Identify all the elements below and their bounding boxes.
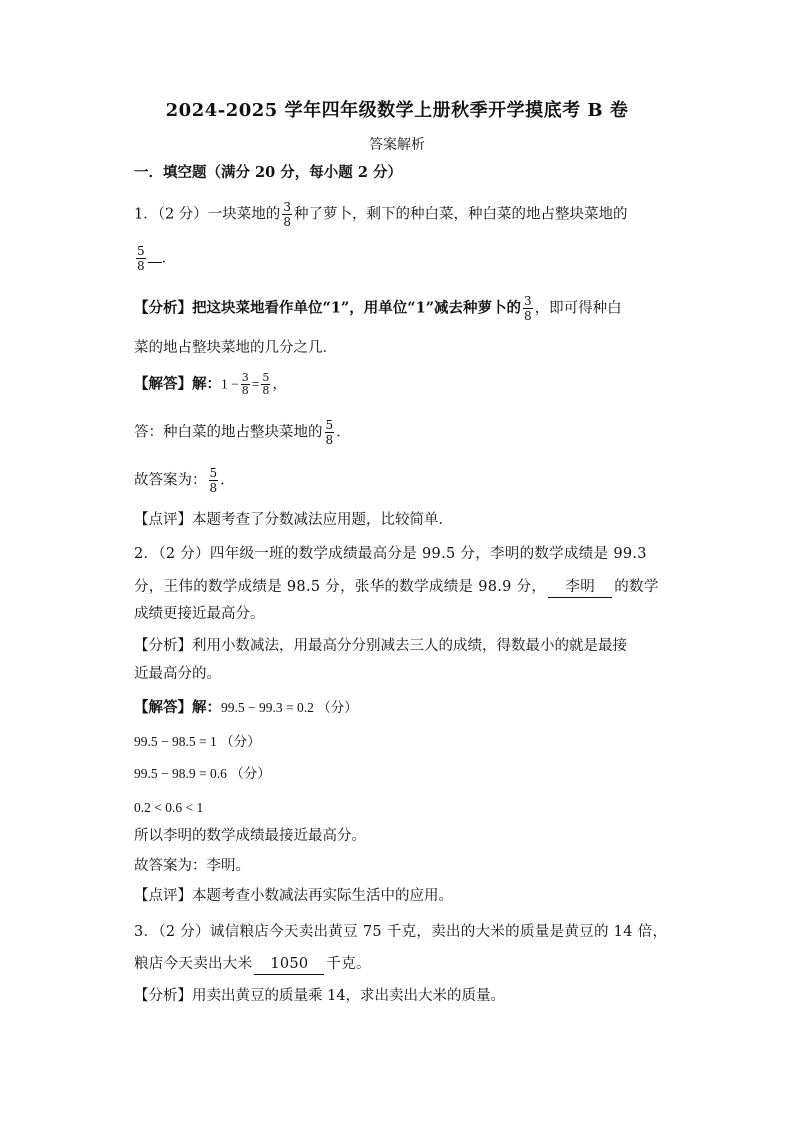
q1-comment: 【点评】本题考查了分数减法应用题，比较简单． — [134, 512, 453, 528]
document-title: 2024-2025 学年四年级数学上册秋季开学摸底考 B 卷 — [165, 100, 629, 121]
fraction-numerator: 3 — [283, 200, 291, 214]
q2-solution — [134, 698, 358, 718]
q2-analysis-line1: 【分析】利用小数减法，用最高分分别减去三人的成绩，得数最小的就是最接 — [134, 638, 627, 654]
q1-answer-blank — [134, 244, 176, 273]
q1-stem-text-b: 种了萝卜，剩下的种白菜，种白菜的地占整块菜地的 — [293, 206, 628, 223]
q1-answer-fraction — [136, 244, 146, 273]
fraction-numerator: 5 — [262, 371, 270, 384]
q3-answer-blank: 1050 — [254, 954, 324, 975]
solution-fraction-1 — [241, 372, 250, 397]
q2-answer-blank: 李明 — [548, 577, 612, 598]
q1-analysis — [134, 294, 622, 323]
q2-stem-line1: 2．（2 分）四年级一班的数学成绩最高分是 99.5 分，李明的数学成绩是 99.3 — [134, 546, 647, 562]
q3-stem-text-b: 千克。 — [326, 956, 371, 972]
fraction-numerator: 3 — [241, 371, 249, 384]
q2-comment: 【点评】本题考查小数减法再实际生活中的应用。 — [134, 888, 453, 904]
q1-analysis-text-b: ，即可得种白 — [534, 300, 622, 317]
q1-solution — [134, 372, 287, 397]
fraction-denominator: 8 — [262, 384, 270, 397]
document-subtitle: 答案解析 — [369, 137, 425, 153]
q2-equation-3: 99.5 − 98.9 = 0.6 （分） — [134, 766, 271, 781]
answer-underline — [148, 262, 162, 263]
answer-fraction — [325, 418, 335, 447]
fraction-numerator: 5 — [137, 244, 145, 258]
q2-equation-1: 99.5 − 99.3 = 0.2 （分） — [221, 700, 358, 715]
q1-answer-tail: ． — [161, 250, 177, 267]
fraction-denominator: 8 — [209, 481, 218, 495]
solution-fraction-2 — [261, 372, 270, 397]
fraction-numerator: 5 — [209, 466, 218, 480]
solution-label: 【解答】解： — [134, 375, 221, 393]
q2-analysis-line2: 近最高分的。 — [134, 666, 221, 682]
fraction-denominator: 8 — [283, 215, 291, 229]
q2-stem-line3: 成绩更接近最高分。 — [134, 606, 265, 622]
final-answer-tail: ． — [220, 472, 235, 489]
q2-stem-line2 — [134, 577, 659, 598]
solution-label: 【解答】解： — [134, 699, 221, 716]
fraction-denominator: 8 — [325, 433, 334, 447]
q2-conclusion: 所以李明的数学成绩最接近最高分。 — [134, 828, 366, 844]
solution-term: 1 − — [221, 376, 239, 392]
q1-analysis-fraction — [523, 294, 533, 323]
q3-stem-line2 — [134, 954, 371, 975]
final-answer-label: 故答案为： — [134, 472, 207, 489]
q1-fraction — [282, 200, 292, 229]
final-answer-fraction — [209, 466, 219, 495]
q1-analysis-cont: 菜的地占整块菜地的几分之几． — [134, 340, 337, 356]
fraction-denominator: 8 — [137, 259, 145, 273]
answer-tail: ． — [336, 424, 351, 441]
q2-final-answer: 故答案为：李明。 — [134, 858, 250, 874]
q1-stem-text-a: 1．（2 分）一块菜地的 — [134, 206, 281, 223]
equals-sign: = — [251, 376, 260, 392]
q3-stem-text-a: 粮店今天卖出大米 — [134, 956, 253, 972]
fraction-numerator: 3 — [524, 294, 532, 308]
fraction-denominator: 8 — [241, 384, 249, 397]
section-heading: 一．填空题（满分 20 分，每小题 2 分） — [134, 164, 402, 181]
q3-analysis: 【分析】用卖出黄豆的质量乘 14，求出卖出大米的质量。 — [134, 988, 506, 1004]
fraction-numerator: 5 — [325, 418, 334, 432]
q3-stem-line1: 3．（2 分）诚信粮店今天卖出黄豆 75 千克，卖出的大米的质量是黄豆的 14 倍， — [134, 924, 668, 940]
q1-analysis-text-a: 【分析】把这块菜地看作单位“1”，用单位“1”减去种萝卜的 — [134, 299, 522, 317]
q2-equation-2: 99.5 − 98.5 = 1 （分） — [134, 734, 261, 749]
solution-tail: ， — [272, 376, 287, 393]
q2-stem-text-a: 分，王伟的数学成绩是 98.5 分，张华的数学成绩是 98.9 分， — [134, 579, 547, 595]
answer-text: 答：种白菜的地占整块菜地的 — [134, 424, 323, 441]
q2-equation-4: 0.2 < 0.6 < 1 — [134, 800, 204, 815]
q1-final-answer — [134, 466, 235, 495]
fraction-denominator: 8 — [524, 309, 532, 323]
q1-answer-statement — [134, 418, 351, 447]
q1-stem — [134, 200, 627, 229]
q2-stem-text-b: 的数学 — [614, 579, 659, 595]
